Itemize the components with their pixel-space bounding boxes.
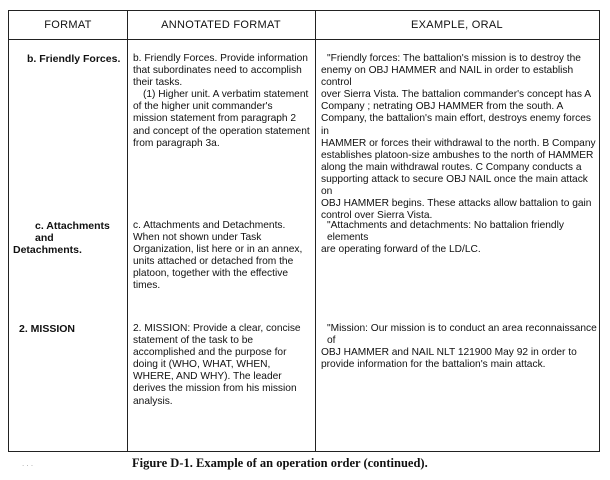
text-line: When not shown under Task [133, 232, 262, 244]
text-line: Company ; netrating OBJ HAMMER from the south. A [321, 101, 564, 113]
text-line: platoon, together with the effective [133, 268, 288, 280]
example-cell [321, 220, 597, 256]
text-line: units attached or detached from the [133, 256, 294, 268]
example-cell [321, 53, 597, 222]
text-line: provide information for the battalion's main attack. [321, 359, 546, 371]
text-line: their tasks. [133, 77, 183, 89]
header-annotated-format: ANNOTATED FORMAT [161, 19, 281, 31]
format-cell [13, 53, 131, 65]
text-line: control over Sierra Vista. [321, 210, 433, 222]
text-line: supporting attack to secure OBJ NAIL once the main attack on [321, 173, 588, 198]
text-line: from paragraph 3a. [133, 137, 220, 149]
text-line: establishes platoon-size ambushes to the north of HAMMER [321, 149, 594, 161]
text-line: accomplished and the purpose for [133, 347, 287, 359]
text-line: along the main withdrawal routes. C Company conducts a [321, 161, 582, 173]
column-divider-2 [315, 11, 316, 451]
text-line: c. Attachments and Detachments. [133, 220, 286, 231]
operation-order-table [8, 10, 600, 452]
text-line: enemy on OBJ HAMMER and NAIL in order to establish control [321, 65, 574, 89]
annotated-cell [133, 220, 315, 293]
text-line: times. [133, 280, 161, 292]
text-line: "Mission: Our mission is to conduct an area reconnaissance of [327, 323, 597, 347]
header-format: FORMAT [44, 19, 92, 31]
text-line: WHERE, AND WHY). The leader [133, 371, 282, 383]
text-line: are operating forward of the LD/LC. [321, 244, 481, 256]
scan-mark: · · · [22, 462, 34, 470]
text-line: 2. MISSION: Provide a clear, concise [133, 323, 301, 334]
format-label: c. Attachments and [35, 220, 110, 244]
format-cell [13, 220, 131, 256]
text-line: and concept of the operation statement [133, 125, 310, 137]
annotated-cell [133, 53, 315, 150]
text-line: that subordinates need to accomplish [133, 65, 302, 77]
text-line: over Sierra Vista. The battalion commander's concept has A [321, 89, 591, 101]
format-label: 2. MISSION [19, 323, 76, 335]
annotated-cell [133, 323, 315, 408]
text-line: HAMMER or forces their withdrawal to the north. B Company [321, 137, 596, 149]
text-line: statement of the task to be [133, 335, 254, 347]
text-line: mission statement from paragraph 2 [133, 113, 297, 125]
text-line: derives the mission from his mission [133, 383, 297, 395]
header-divider [9, 39, 599, 40]
text-line: "Attachments and detachments: No battalion friendly elements [327, 220, 564, 244]
text-line: Company, the battalion's main effort, destroys enemy forces in [321, 113, 591, 137]
example-cell [321, 323, 597, 371]
text-line: "Friendly forces: The battalion's mission is to destroy the [327, 53, 581, 64]
text-line: of the higher unit commander's [133, 101, 273, 113]
text-line: doing it (WHO, WHAT, WHEN, [133, 359, 271, 371]
text-line: OBJ HAMMER and NAIL NLT 121900 May 92 in order to [321, 347, 577, 359]
format-label: Detachments. [13, 244, 82, 256]
text-line: analysis. [133, 395, 173, 407]
text-line: (1) Higher unit. A verbatim statement [143, 89, 309, 101]
header-example-oral: EXAMPLE, ORAL [411, 19, 503, 31]
figure-caption: Figure D-1. Example of an operation order (continued). [132, 456, 428, 470]
text-line: Organization, list here or in an annex, [133, 244, 303, 256]
format-label: b. Friendly Forces. [27, 53, 121, 65]
text-line: b. Friendly Forces. Provide information [133, 53, 308, 64]
format-cell [13, 323, 131, 335]
text-line: OBJ HAMMER begins. These attacks allow battalion to gain [321, 198, 592, 210]
